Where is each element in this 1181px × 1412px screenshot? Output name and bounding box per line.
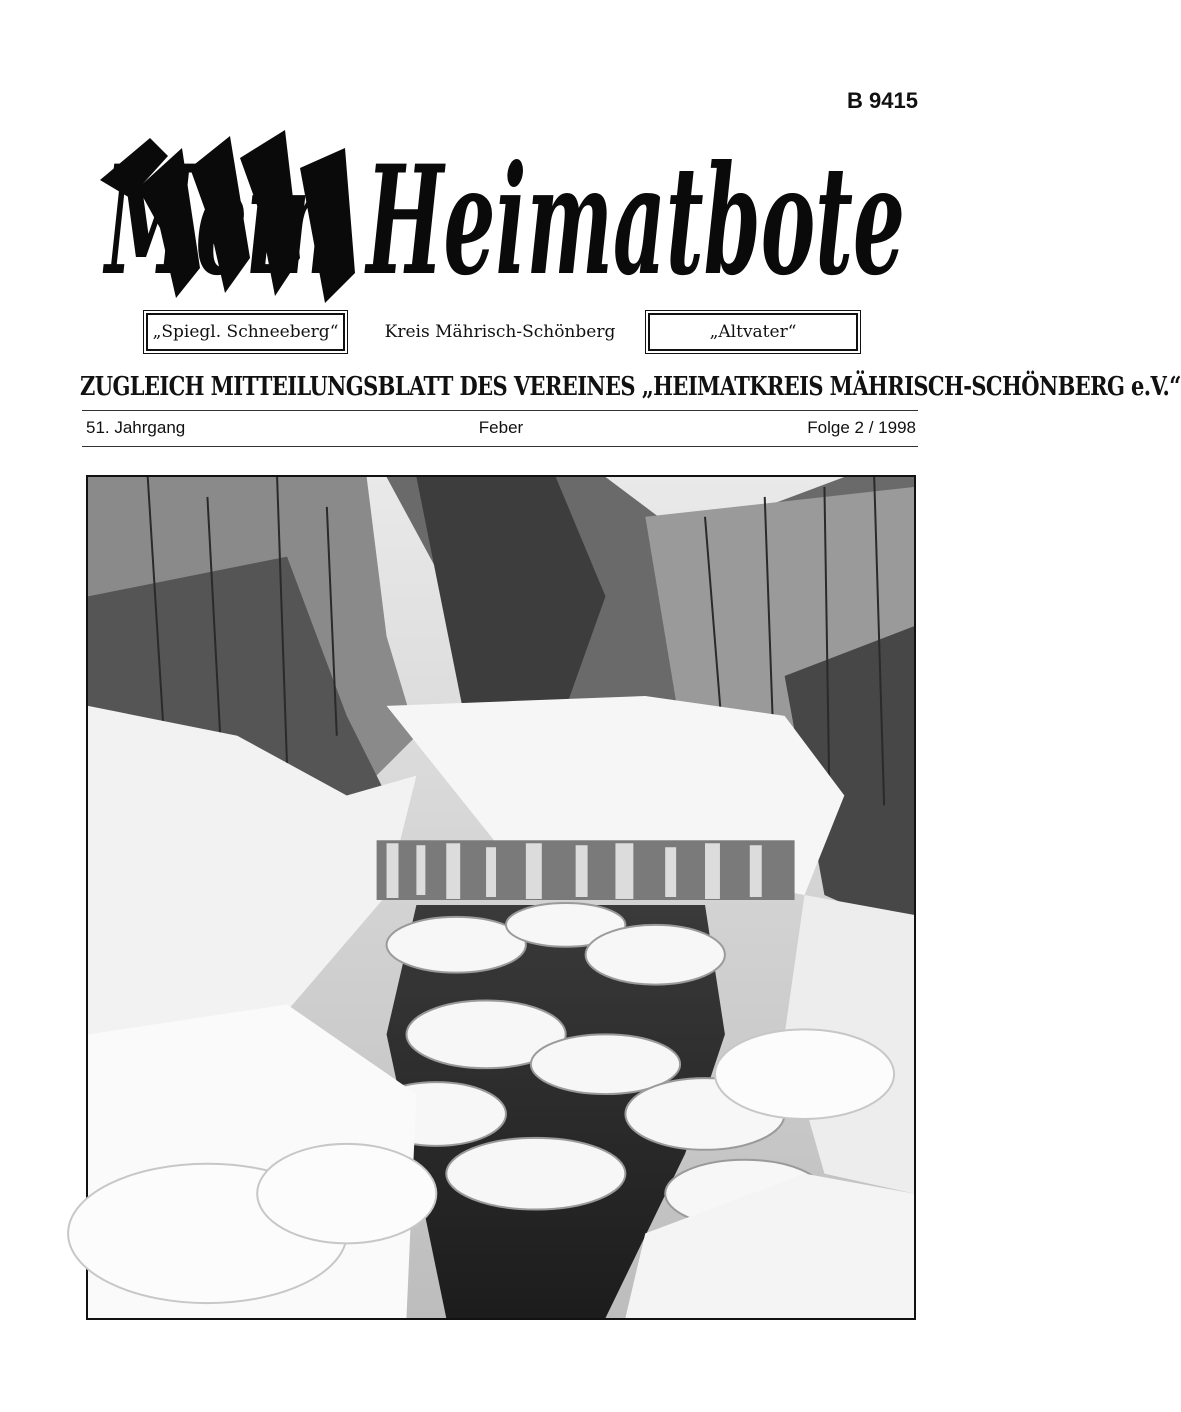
issue-info-row (86, 418, 916, 444)
divider-top (82, 410, 918, 411)
masthead-title (90, 108, 920, 308)
region-box-right: „Altvater“ (648, 313, 858, 351)
winter-stream-photo (86, 475, 916, 1320)
divider-bottom (82, 446, 918, 447)
tagline: ZUGLEICH MITTEILUNGSBLATT DES VEREINES „HEIMATKREIS MÄHRISCH-SCHÖNBERG e.V.“ (80, 370, 1181, 402)
district-label: Kreis Mährisch-Schönberg (384, 322, 616, 342)
publication-code: B 9415 (847, 88, 918, 113)
subtitle-row (146, 313, 858, 353)
region-box-left: „Spiegl. Schneeberg“ (146, 313, 345, 351)
svg-text:Mein Heimatbote: Mein Heimatbote (102, 133, 906, 309)
volume-label: 51. Jahrgang (86, 418, 186, 437)
month-label: Feber (478, 418, 524, 437)
masthead-logo (90, 108, 920, 308)
issue-label: Folge 2 / 1998 (807, 418, 916, 437)
